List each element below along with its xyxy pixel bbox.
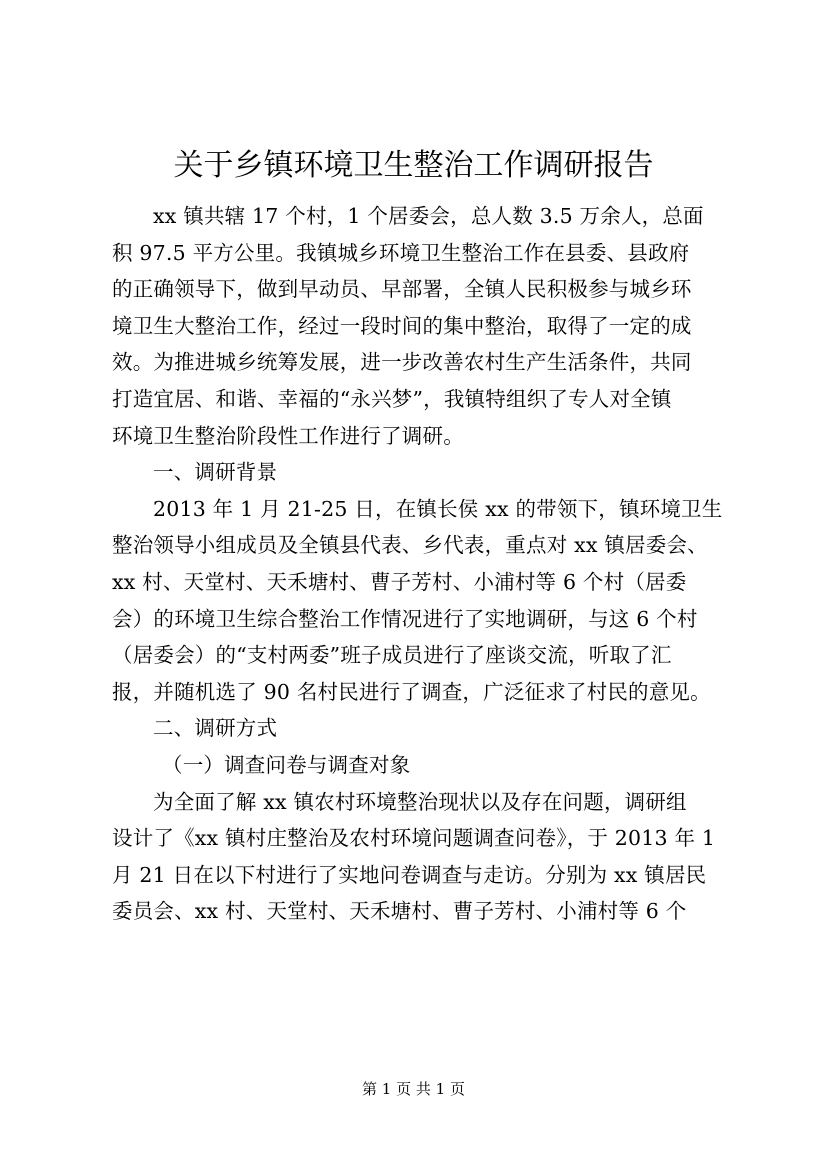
body-line: xx 镇共辖 17 个村，1 个居委会，总人数 3.5 万余人，总面 [153, 204, 704, 228]
subsection-heading: （一）调查问卷与调查对象 [162, 752, 411, 777]
section-heading: 二、调研方式 [153, 716, 278, 741]
body-line: 2013 年 1 月 21-25 日，在镇长侯 xx 的带领下，镇环境卫生 [153, 496, 723, 521]
body-line: 报，并随机选了 90 名村民进行了调查，广泛征求了村民的意见。 [112, 679, 711, 704]
body-line: 整治领导小组成员及全镇县代表、乡代表，重点对 xx 镇居委会、 [112, 533, 708, 558]
page-footer: 第 1 页 共 1 页 [362, 1080, 465, 1098]
section-heading: 一、调研背景 [153, 460, 278, 485]
document-body [112, 198, 738, 930]
body-line: 积 97.5 平方公里。我镇城乡环境卫生整治工作在县委、县政府 [112, 240, 690, 265]
body-line: 环境卫生整治阶段性工作进行了调研。 [112, 423, 464, 448]
body-line: 设计了《xx 镇村庄整治及农村环境问题调查问卷》，于 2013 年 1 [112, 826, 716, 851]
document-title: 关于乡镇环境卫生整治工作调研报告 [173, 148, 654, 183]
body-line: （居委会）的“支村两委”班子成员进行了座谈交流，听取了汇 [112, 643, 672, 668]
body-line: 的正确领导下，做到早动员、早部署，全镇人民积极参与城乡环 [112, 277, 692, 302]
body-line: 效。为推进城乡统筹发展，进一步改善农村生产生活条件，共同 [112, 350, 692, 375]
body-line: 境卫生大整治工作，经过一段时间的集中整治，取得了一定的成 [112, 313, 692, 338]
body-line: 打造宜居、和谐、幸福的“永兴梦”，我镇特组织了专人对全镇 [112, 386, 672, 411]
body-line: xx 村、天堂村、天禾塘村、曹子芳村、小浦村等 6 个村（居委 [112, 569, 687, 594]
body-line: 委员会、xx 村、天堂村、天禾塘村、曹子芳村、小浦村等 6 个 [112, 899, 687, 924]
body-line: 为全面了解 xx 镇农村环境整治现状以及存在问题，调研组 [153, 789, 687, 814]
body-line: 会）的环境卫生综合整治工作情况进行了实地调研，与这 6 个村 [112, 606, 698, 631]
body-line: 月 21 日在以下村进行了实地问卷调查与走访。分别为 xx 镇居民 [112, 862, 707, 887]
